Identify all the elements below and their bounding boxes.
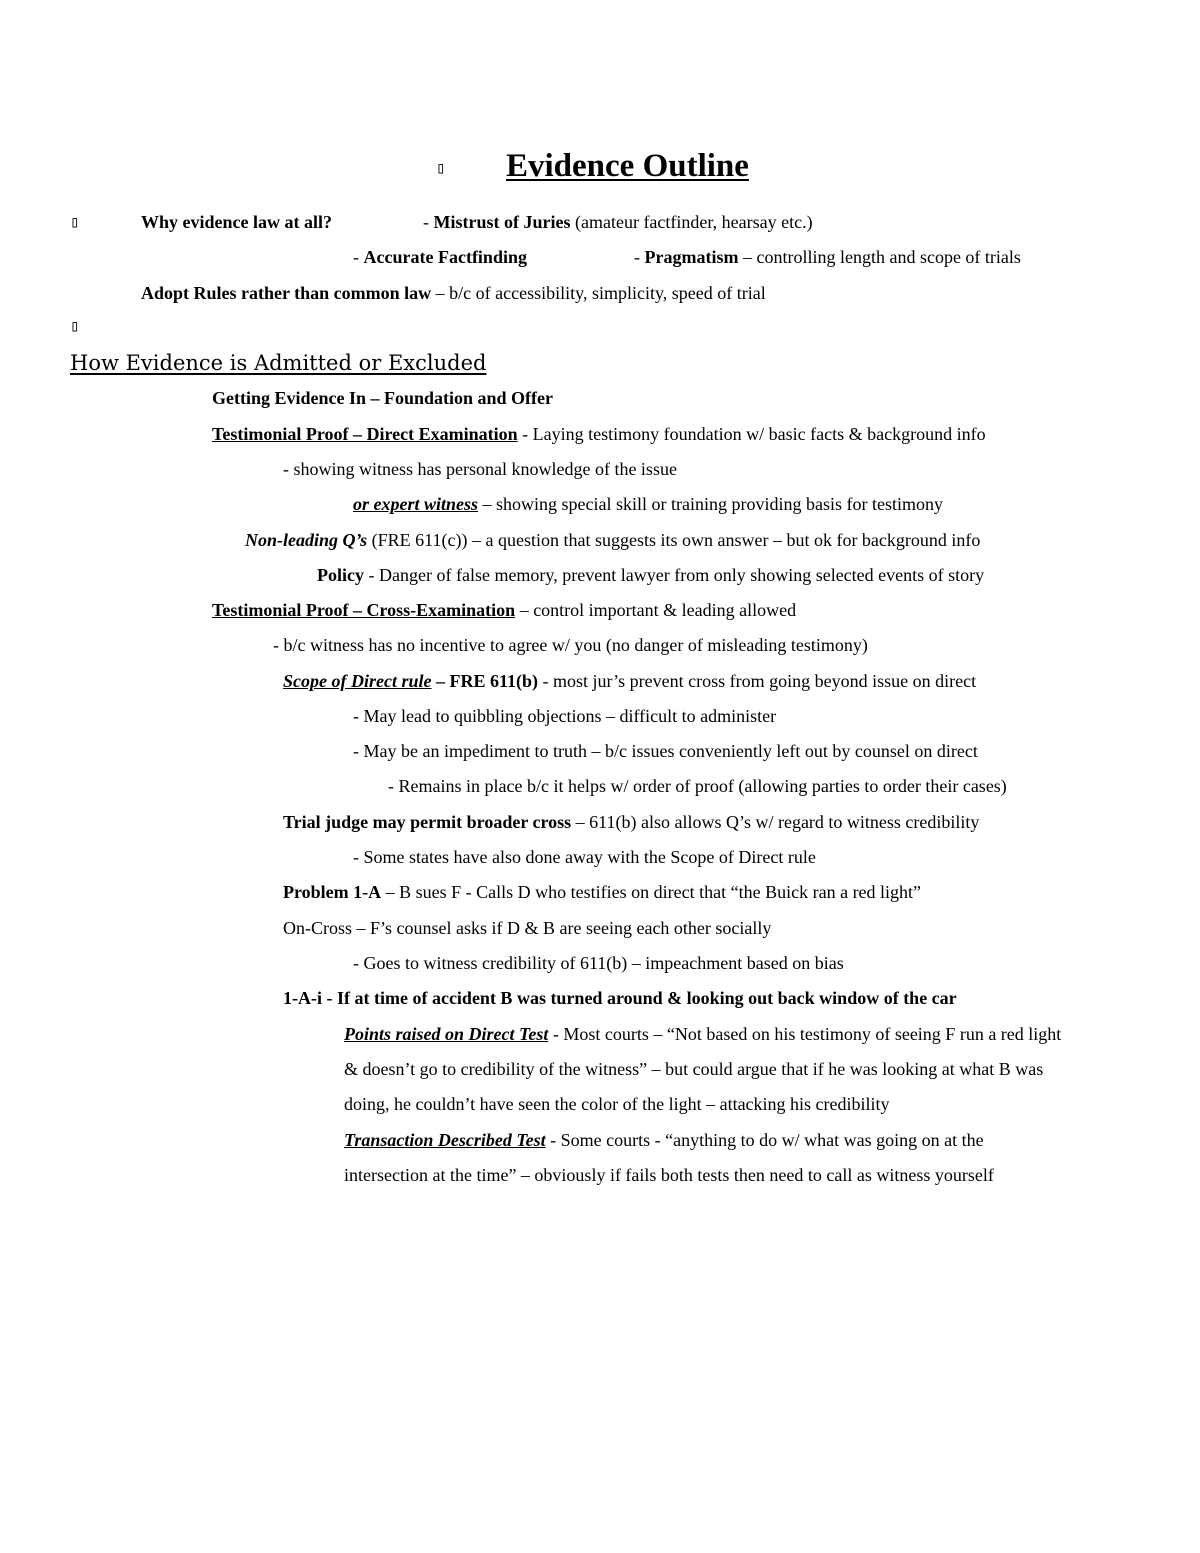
points-continued-line: doing, he couldn’t have seen the color of the light – attacking his credibility xyxy=(344,1094,890,1114)
cross-examination-line: Testimonial Proof – Cross-Examination – control important & leading allowed xyxy=(212,600,797,620)
expert-witness-line: or expert witness – showing special skill or training providing basis for testimony xyxy=(353,494,943,514)
scope-of-direct-line: Scope of Direct rule – FRE 611(b) - most jur’s prevent cross from going beyond issue on direct xyxy=(283,671,977,691)
points-raised-line: Points raised on Direct Test - Most courts – “Not based on his testimony of seeing F run a red light xyxy=(344,1024,1062,1044)
transaction-continued-line: intersection at the time” – obviously if fails both tests then need to call as witness yourself xyxy=(344,1165,994,1185)
getting-evidence-in: Getting Evidence In – Foundation and Offer xyxy=(212,388,554,408)
problem-line: Problem 1-A – B sues F - Calls D who testifies on direct that “the Buick ran a red light” xyxy=(283,882,922,902)
states-line: - Some states have also done away with the Scope of Direct rule xyxy=(353,847,816,867)
mistrust-line: - Mistrust of Juries (amateur factfinder, hearsay etc.) xyxy=(423,212,813,232)
why-evidence-label: Why evidence law at all? xyxy=(141,212,332,232)
on-cross-line: On-Cross – F’s counsel asks if D & B are seeing each other socially xyxy=(283,918,772,938)
trial-judge-line: Trial judge may permit broader cross – 611(b) also allows Q’s w/ regard to witness credibility xyxy=(283,812,980,832)
non-leading-line: Non-leading Q’s (FRE 611(c)) – a question that suggests its own answer – but ok for background info xyxy=(245,530,981,550)
credibility-line: - Goes to witness credibility of 611(b) – impeachment based on bias xyxy=(353,953,844,973)
impediment-line: - May be an impediment to truth – b/c issues conveniently left out by counsel on direct xyxy=(353,741,978,761)
bullet-icon: ▯ xyxy=(436,158,446,177)
policy-line: Policy - Danger of false memory, prevent lawyer from only showing selected events of story xyxy=(317,565,985,585)
remains-line: - Remains in place b/c it helps w/ order of proof (allowing parties to order their cases) xyxy=(388,776,1007,796)
direct-examination-line: Testimonial Proof – Direct Examination - Laying testimony foundation w/ basic facts & background info xyxy=(212,424,986,444)
points-continued-line: & doesn’t go to credibility of the witness” – but could argue that if he was looking at what B was xyxy=(344,1059,1044,1079)
accurate-factfinding-line: - Accurate Factfinding xyxy=(353,247,527,267)
adopt-rules-line: Adopt Rules rather than common law – b/c of accessibility, simplicity, speed of trial xyxy=(141,283,766,303)
transaction-described-line: Transaction Described Test - Some courts - “anything to do w/ what was going on at the xyxy=(344,1130,984,1150)
no-incentive-line: - b/c witness has no incentive to agree w/ you (no danger of misleading testimony) xyxy=(273,635,868,655)
bullet-icon: ▯ xyxy=(70,316,80,335)
personal-knowledge-line: - showing witness has personal knowledge of the issue xyxy=(283,459,677,479)
bullet-icon: ▯ xyxy=(70,212,80,231)
section-heading: How Evidence is Admitted or Excluded xyxy=(70,351,487,375)
quibbling-line: - May lead to quibbling objections – difficult to administer xyxy=(353,706,777,726)
page-title: Evidence Outline xyxy=(506,148,749,184)
pragmatism-line: - Pragmatism – controlling length and scope of trials xyxy=(634,247,1021,267)
problem-1-a-i-line: 1-A-i - If at time of accident B was turned around & looking out back window of the car xyxy=(283,988,957,1008)
